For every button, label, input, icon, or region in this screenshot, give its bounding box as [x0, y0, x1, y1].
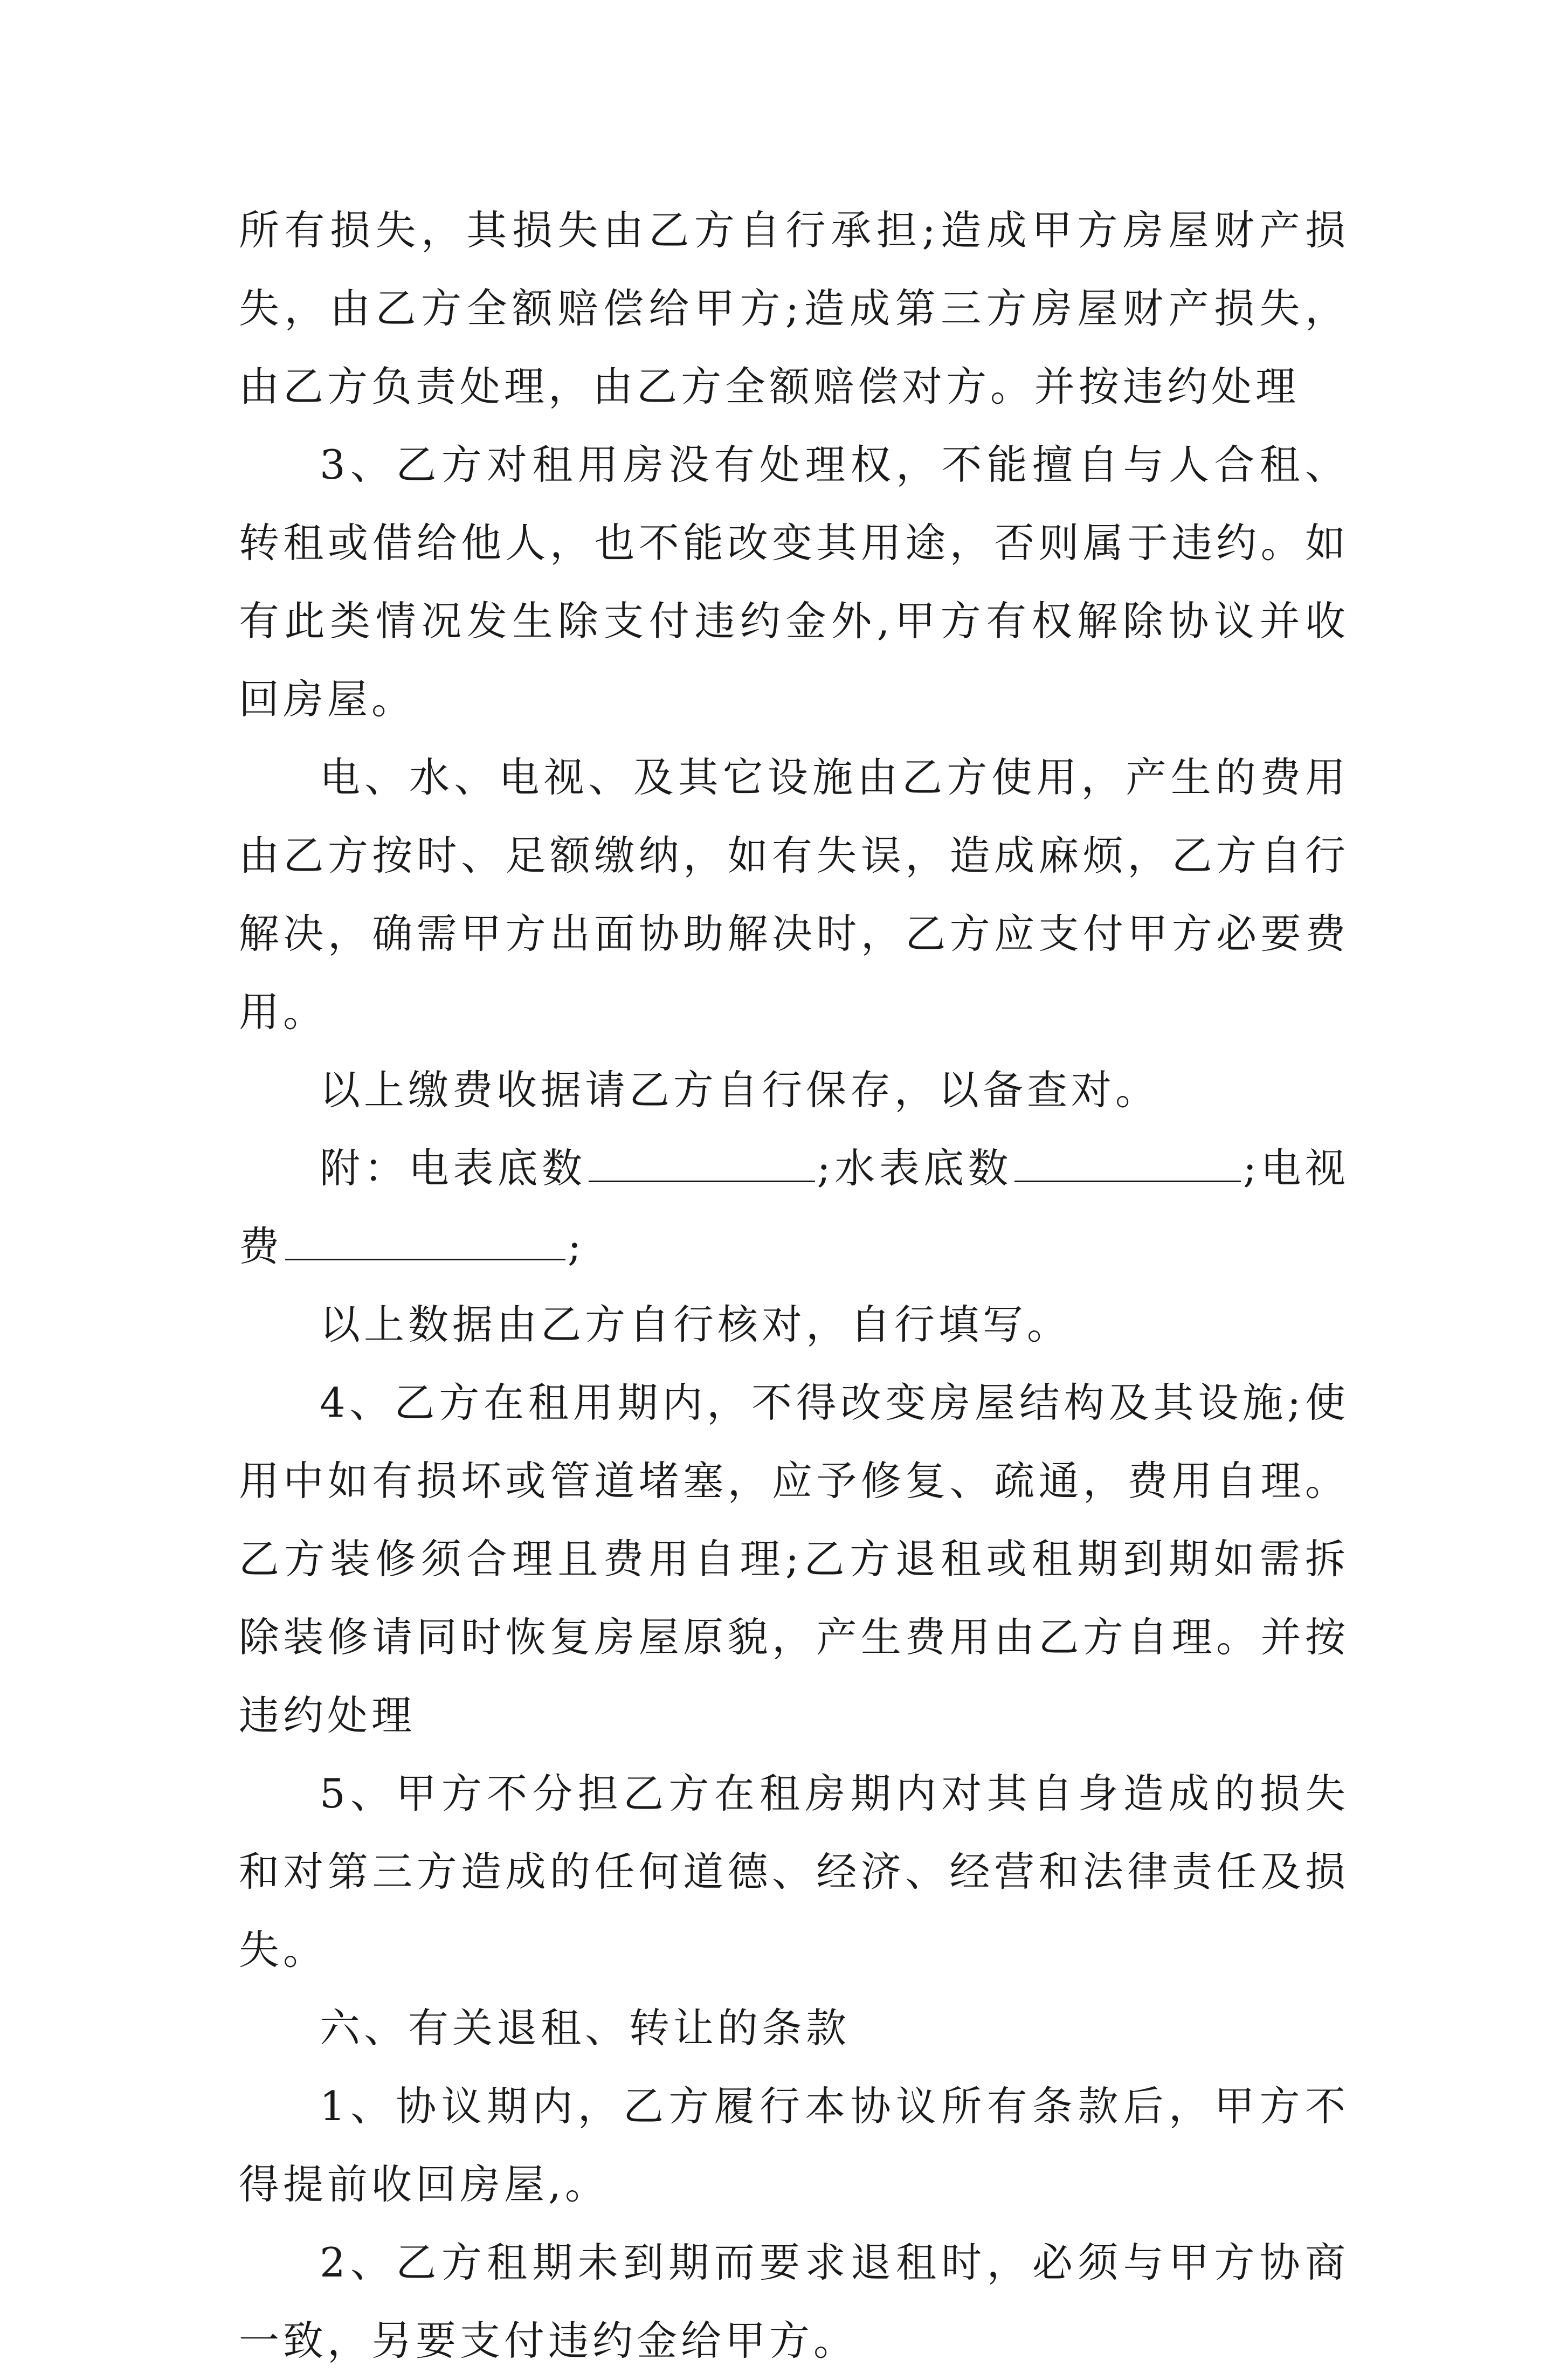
water-meter-blank[interactable] — [1014, 1143, 1241, 1182]
paragraph-termination-2: 2、乙方租期未到期而要求退租时，必须与甲方协商一致，另要支付违约金给甲方。 — [239, 2239, 1349, 2364]
tv-fee-blank[interactable] — [285, 1221, 565, 1260]
meter-sep-tv: ;电视费 — [239, 1144, 1349, 1270]
paragraph-clause-4: 4、乙方在租用期内，不得改变房屋结构及其设施;使用中如有损坏或管道堵塞，应予修复、疏通，费用自理。乙方装修须合理且费用自理;乙方退租或租期到期如需拆除装修请同时恢复房屋原貌，产生费用由乙方自理。并按违约处理 — [239, 1379, 1349, 1739]
paragraph-self-check: 以上数据由乙方自行核对，自行填写。 — [320, 1301, 1072, 1348]
paragraph-loss-liability: 所有损失，其损失由乙方自行承担;造成甲方房屋财产损失，由乙方全额赔偿给甲方;造成第三方房屋财产损失，由乙方负责处理，由乙方全额赔偿对方。并按违约处理 — [239, 206, 1349, 410]
paragraph-utilities: 电、水、电视、及其它设施由乙方使用，产生的费用由乙方按时、足额缴纳，如有失误，造成麻烦，乙方自行解决，确需甲方出面协助解决时，乙方应支付甲方必要费用。 — [239, 754, 1349, 1036]
electric-meter-blank[interactable] — [589, 1143, 815, 1182]
paragraph-clause-3: 3、乙方对租用房没有处理权，不能擅自与人合租、转租或借给他人，也不能改变其用途，否则属于违约。如有此类情况发生除支付违约金外,甲方有权解除协议并收回房屋。 — [239, 441, 1349, 723]
document-body — [239, 191, 1349, 2380]
meter-sep-water: ;水表底数 — [817, 1144, 1012, 1192]
paragraph-receipts: 以上缴费收据请乙方自行保存，以备查对。 — [320, 1066, 1160, 1114]
paragraph-clause-5: 5、甲方不分担乙方在租房期内对其自身造成的损失和对第三方造成的任何道德、经济、经营和法律责任及损失。 — [239, 1770, 1349, 1974]
section-heading-termination: 六、有关退租、转让的条款 — [320, 2004, 851, 2052]
paragraph-termination-1: 1、协议期内，乙方履行本协议所有条款后，甲方不得提前收回房屋,。 — [239, 2082, 1349, 2208]
paragraph-meter-readings — [239, 1129, 1349, 1286]
meter-prefix: 附：电表底数 — [320, 1144, 586, 1192]
meter-end: ; — [568, 1223, 585, 1270]
